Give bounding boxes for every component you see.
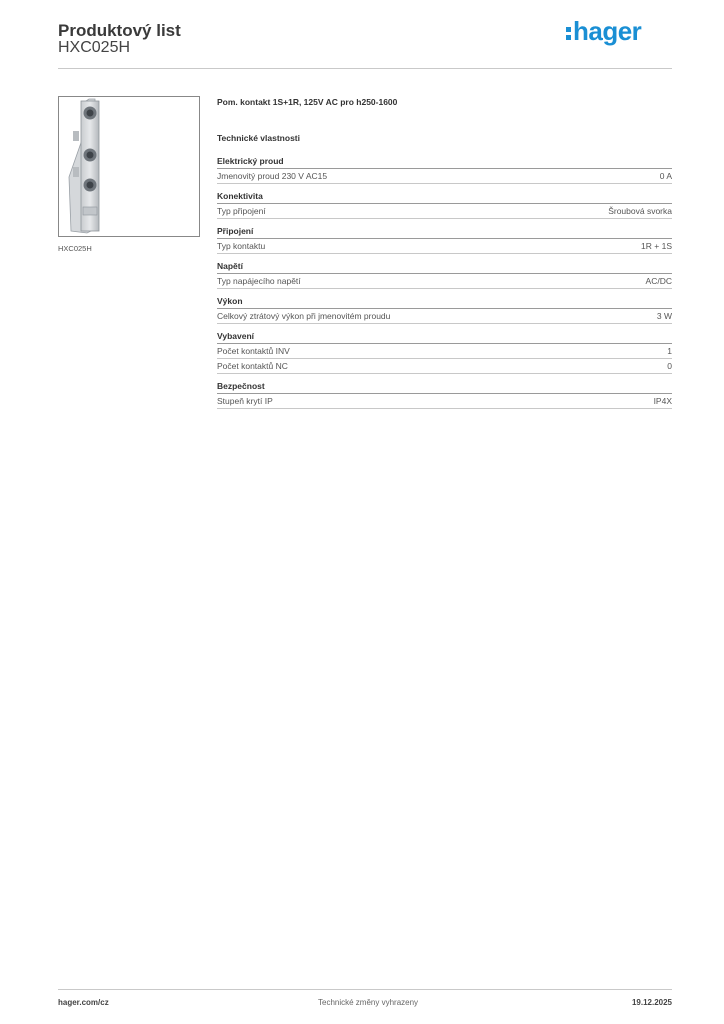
- spec-group: [217, 225, 672, 254]
- product-code: HXC025H: [58, 39, 131, 56]
- spec-group: [217, 330, 672, 374]
- image-caption: HXC025H: [58, 244, 92, 253]
- spec-group-title: Napětí: [217, 260, 672, 274]
- spec-value: 0 A: [659, 171, 672, 181]
- header-divider: [58, 68, 672, 69]
- spec-group-title: Výkon: [217, 295, 672, 309]
- spec-value: Šroubová svorka: [608, 206, 672, 216]
- spec-label: Typ kontaktu: [217, 241, 266, 251]
- spec-group: [217, 260, 672, 289]
- footer-website: hager.com/cz: [58, 998, 109, 1007]
- spec-value: IP4X: [653, 396, 672, 406]
- logo-dots-icon: [566, 25, 571, 40]
- product-description: Pom. kontakt 1S+1R, 125V AC pro h250-1600: [217, 97, 398, 107]
- hager-logo: [566, 16, 641, 47]
- spec-row: [217, 169, 672, 184]
- spec-value: 0: [667, 361, 672, 371]
- footer-note: Technické změny vyhrazeny: [318, 998, 419, 1007]
- spec-row: [217, 274, 672, 289]
- logo-text: hager: [573, 16, 642, 46]
- spec-value: 1: [667, 346, 672, 356]
- spec-label: Typ připojení: [217, 206, 266, 216]
- section-heading: Technické vlastnosti: [217, 133, 300, 143]
- spec-row: [217, 309, 672, 324]
- spec-label: Jmenovitý proud 230 V AC15: [217, 171, 328, 181]
- spec-value: 3 W: [656, 311, 672, 321]
- spec-group-title: Elektrický proud: [217, 155, 672, 169]
- spec-row: [217, 344, 672, 359]
- spec-group: [217, 155, 672, 184]
- spec-label: Stupeň krytí IP: [217, 396, 273, 406]
- spec-label: Typ napájecího napětí: [217, 276, 301, 286]
- auxiliary-contact-illustration: [59, 97, 199, 236]
- spec-label: Počet kontaktů INV: [217, 346, 290, 356]
- spec-group-title: Vybavení: [217, 330, 672, 344]
- spec-row: [217, 239, 672, 254]
- footer-divider: [58, 989, 672, 990]
- spec-label: Počet kontaktů NC: [217, 361, 288, 371]
- spec-group-title: Připojení: [217, 225, 672, 239]
- spec-group-title: Konektivita: [217, 190, 672, 204]
- spec-row: [217, 394, 672, 409]
- spec-group: [217, 380, 672, 409]
- spec-value: AC/DC: [645, 276, 672, 286]
- spec-row: [217, 359, 672, 374]
- spec-label: Celkový ztrátový výkon při jmenovitém proudu: [217, 311, 391, 321]
- spec-group: [217, 190, 672, 219]
- spec-value: 1R + 1S: [641, 241, 672, 251]
- page-title: Produktový list: [58, 21, 181, 40]
- spec-group-title: Bezpečnost: [217, 380, 672, 394]
- spec-group: [217, 295, 672, 324]
- specifications: [217, 95, 672, 409]
- product-image: [58, 96, 200, 237]
- footer-date: 19.12.2025: [631, 998, 672, 1007]
- spec-groups: [217, 155, 672, 409]
- spec-row: [217, 204, 672, 219]
